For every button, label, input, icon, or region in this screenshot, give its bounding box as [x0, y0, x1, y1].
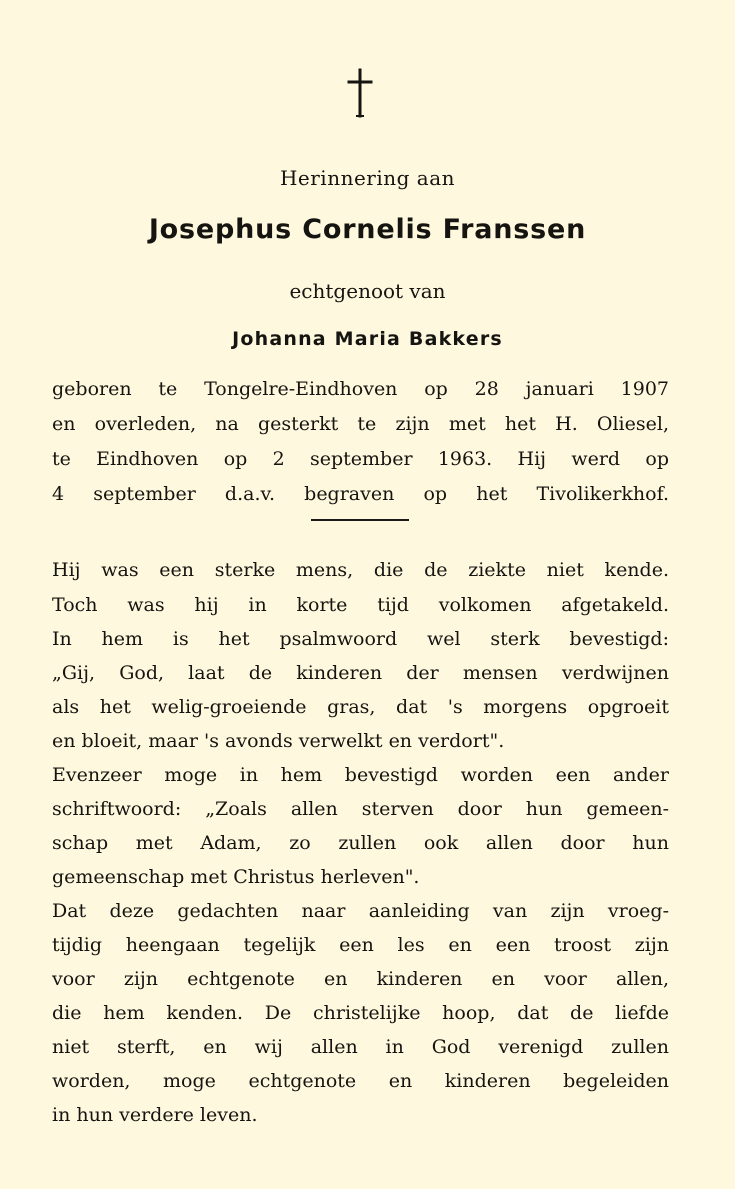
- spouse-intro: echtgenoot van: [289, 279, 446, 303]
- text-line: schriftwoord: „Zoals allen sterven door hun gemeen-: [52, 798, 669, 820]
- text-line: en bloeit, maar 's avonds verwelkt en verdort".: [52, 730, 505, 752]
- text-line: niet sterft, en wij allen in God verenigd zullen: [52, 1036, 669, 1058]
- text-line: Toch was hij in korte tijd volkomen afgetakeld.: [52, 594, 669, 616]
- text-line: In hem is het psalmwoord wel sterk bevestigd:: [52, 628, 669, 650]
- bio-line: en overleden, na gesterkt te zijn met het H. Oliesel,: [52, 413, 669, 435]
- text-line: als het welig-groeiende gras, dat 's morgens opgroeit: [52, 696, 669, 718]
- divider: [311, 519, 409, 521]
- text-line: tijdig heengaan tegelijk een les en een troost zijn: [52, 934, 669, 956]
- text-line: schap met Adam, zo zullen ook allen door hun: [52, 832, 669, 854]
- spouse-name: Johanna Maria Bakkers: [232, 328, 503, 350]
- deceased-name: Josephus Cornelis Franssen: [148, 214, 587, 245]
- text-line: Dat deze gedachten naar aanleiding van zijn vroeg-: [52, 900, 669, 922]
- text-line: Evenzeer moge in hem bevestigd worden een ander: [52, 764, 669, 786]
- bio-line: 4 september d.a.v. begraven op het Tivolikerkhof.: [52, 483, 669, 505]
- text-line: „Gij, God, laat de kinderen der mensen verdwijnen: [52, 662, 669, 684]
- text-line: in hun verdere leven.: [52, 1104, 258, 1126]
- text-line: worden, moge echtgenote en kinderen begeleiden: [52, 1070, 669, 1092]
- text-line: voor zijn echtgenote en kinderen en voor allen,: [52, 968, 669, 990]
- intro-heading: Herinnering aan: [279, 166, 456, 190]
- bio-line: te Eindhoven op 2 september 1963. Hij werd op: [52, 448, 669, 470]
- bio-line: geboren te Tongelre-Eindhoven op 28 januari 1907: [52, 378, 669, 400]
- text-line: die hem kenden. De christelijke hoop, dat de liefde: [52, 1002, 669, 1024]
- cross-icon: [344, 68, 376, 118]
- text-line: gemeenschap met Christus herleven".: [52, 866, 420, 888]
- text-line: Hij was een sterke mens, die de ziekte niet kende.: [52, 559, 669, 581]
